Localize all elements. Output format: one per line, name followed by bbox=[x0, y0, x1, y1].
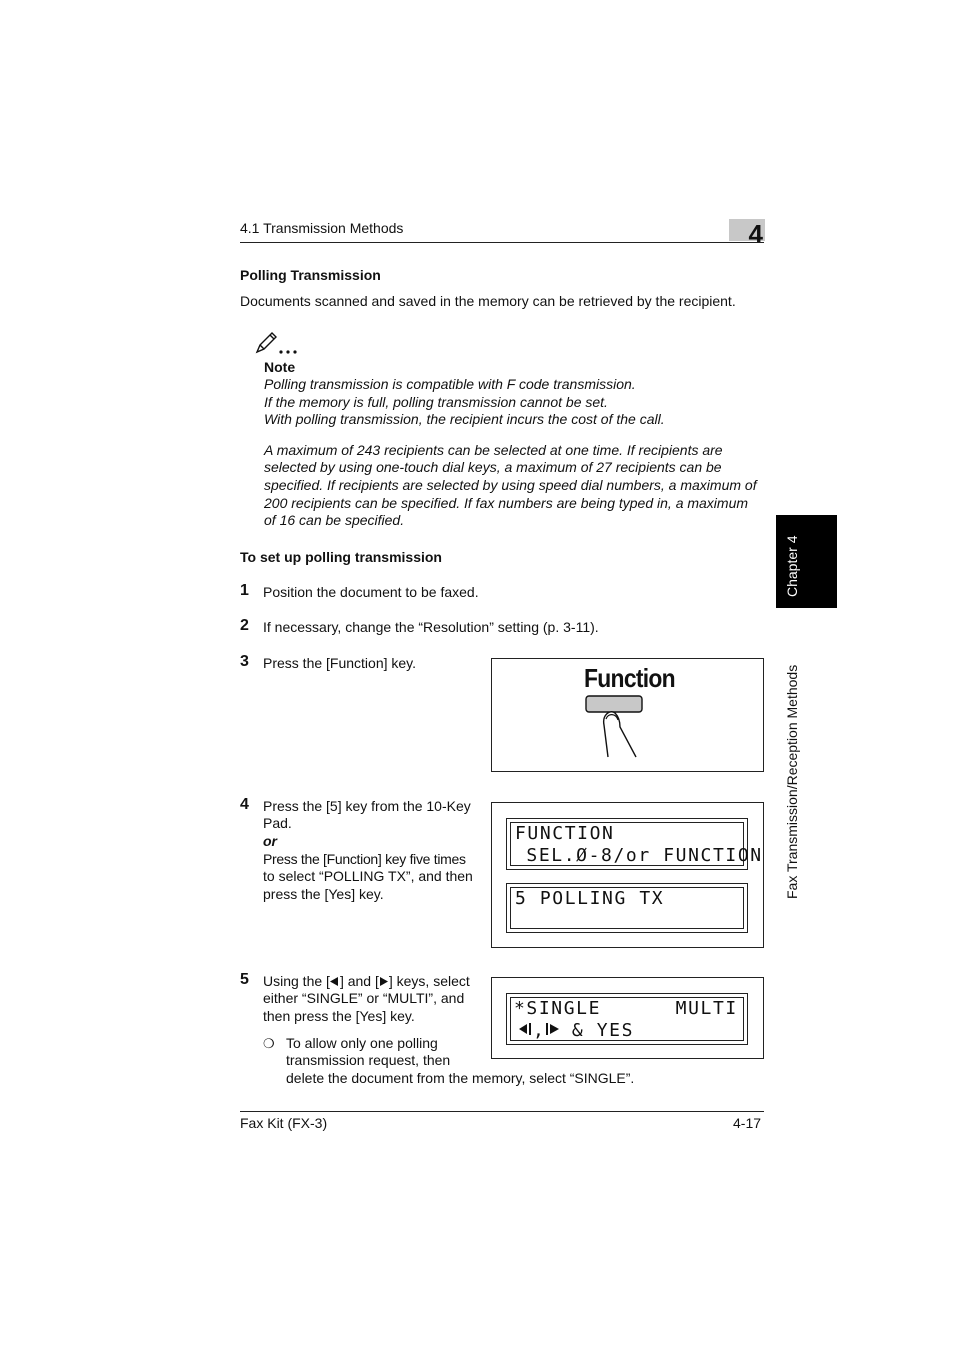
lcd-line: FUNCTION bbox=[515, 823, 615, 844]
step-text: press the [Yes] key. bbox=[263, 886, 384, 902]
sub-bullet: ❍ bbox=[263, 1036, 275, 1051]
note-paragraph-line: 200 recipients can be specified. If fax numbers are being typed in, a maximum bbox=[264, 495, 749, 511]
lcd-left-arrow-icon bbox=[519, 1020, 533, 1041]
sub-step-text: To allow only one polling bbox=[286, 1035, 438, 1051]
lcd-screen-function bbox=[506, 818, 763, 870]
step-or: or bbox=[263, 833, 277, 849]
step-number: 4 bbox=[240, 796, 249, 813]
note-paragraph-line: selected by using one-touch dial keys, a maximum of 27 recipients can be bbox=[264, 459, 722, 475]
note-label: Note bbox=[264, 359, 296, 375]
note-line: Polling transmission is compatible with F code transmission. bbox=[264, 376, 636, 392]
step-number: 1 bbox=[240, 582, 249, 599]
lcd-line: SEL.Ø-8/or FUNCTION bbox=[514, 845, 763, 866]
step-text: Press the [Function] key. bbox=[263, 655, 417, 671]
section-title: Polling Transmission bbox=[240, 267, 381, 283]
step-text: If necessary, change the “Resolution” setting (p. 3-11). bbox=[263, 619, 599, 635]
left-arrow-key-icon bbox=[330, 973, 340, 991]
chapter-number: 4 bbox=[748, 219, 763, 249]
note-line: If the memory is full, polling transmission cannot be set. bbox=[264, 394, 608, 410]
step-text: either “SINGLE” or “MULTI”, and bbox=[263, 990, 465, 1006]
page-number: 4-17 bbox=[733, 1115, 762, 1131]
function-key-label: Function bbox=[584, 663, 675, 693]
step-number: 2 bbox=[240, 617, 249, 634]
sub-step-text: delete the document from the memory, select “SINGLE”. bbox=[286, 1070, 635, 1086]
sub-step-text: transmission request, then bbox=[286, 1052, 451, 1068]
step-text: Using the [ ] and [ ] keys, select bbox=[263, 973, 470, 989]
procedure-heading: To set up polling transmission bbox=[240, 549, 442, 565]
lcd-panel-step5 bbox=[491, 977, 764, 1059]
step-text: Press the [Function] key five times bbox=[263, 851, 466, 867]
lcd-line: 5 POLLING TX bbox=[515, 888, 665, 909]
lcd-panel-step4 bbox=[491, 802, 764, 948]
header-rule bbox=[240, 242, 764, 243]
lcd-screen-polling bbox=[506, 883, 748, 933]
footer-rule bbox=[240, 1111, 764, 1112]
side-tab-chapter: Chapter 4 bbox=[784, 535, 800, 597]
finger-pressing-key-icon bbox=[580, 693, 650, 763]
lcd-line: *SINGLE MULTI bbox=[514, 998, 738, 1019]
step-text: Press the [5] key from the 10-Key bbox=[263, 798, 471, 814]
lcd-screen-single-multi bbox=[506, 993, 748, 1045]
intro-text: Documents scanned and saved in the memory can be retrieved by the recipient. bbox=[240, 293, 736, 309]
note-paragraph-line: of 16 can be specified. bbox=[264, 512, 405, 528]
footer-title: Fax Kit (FX-3) bbox=[240, 1115, 328, 1131]
running-header: 4.1 Transmission Methods bbox=[240, 220, 404, 236]
lcd-right-arrow-icon bbox=[545, 1020, 559, 1041]
note-line: With polling transmission, the recipient incurs the cost of the call. bbox=[264, 411, 665, 427]
side-tab-section: Fax Transmission/Reception Methods bbox=[784, 664, 800, 899]
step-text: to select “POLLING TX”, and then bbox=[263, 868, 473, 884]
note-paragraph-line: specified. If recipients are selected by using speed dial numbers, a maximum of bbox=[264, 477, 757, 493]
chapter-number-box bbox=[729, 219, 765, 249]
step-number: 3 bbox=[240, 653, 249, 670]
step-text: Pad. bbox=[263, 815, 292, 831]
step-number: 5 bbox=[240, 971, 249, 988]
step-text: then press the [Yes] key. bbox=[263, 1008, 415, 1024]
right-arrow-key-icon bbox=[379, 973, 389, 991]
step-text: Position the document to be faxed. bbox=[263, 584, 479, 600]
pencil-note-icon bbox=[254, 330, 304, 356]
function-key-illustration bbox=[491, 658, 764, 772]
chapter-side-tab bbox=[776, 515, 837, 608]
note-paragraph-line: A maximum of 243 recipients can be selected at one time. If recipients are bbox=[264, 442, 723, 458]
lcd-line: , & YES bbox=[519, 1020, 634, 1041]
